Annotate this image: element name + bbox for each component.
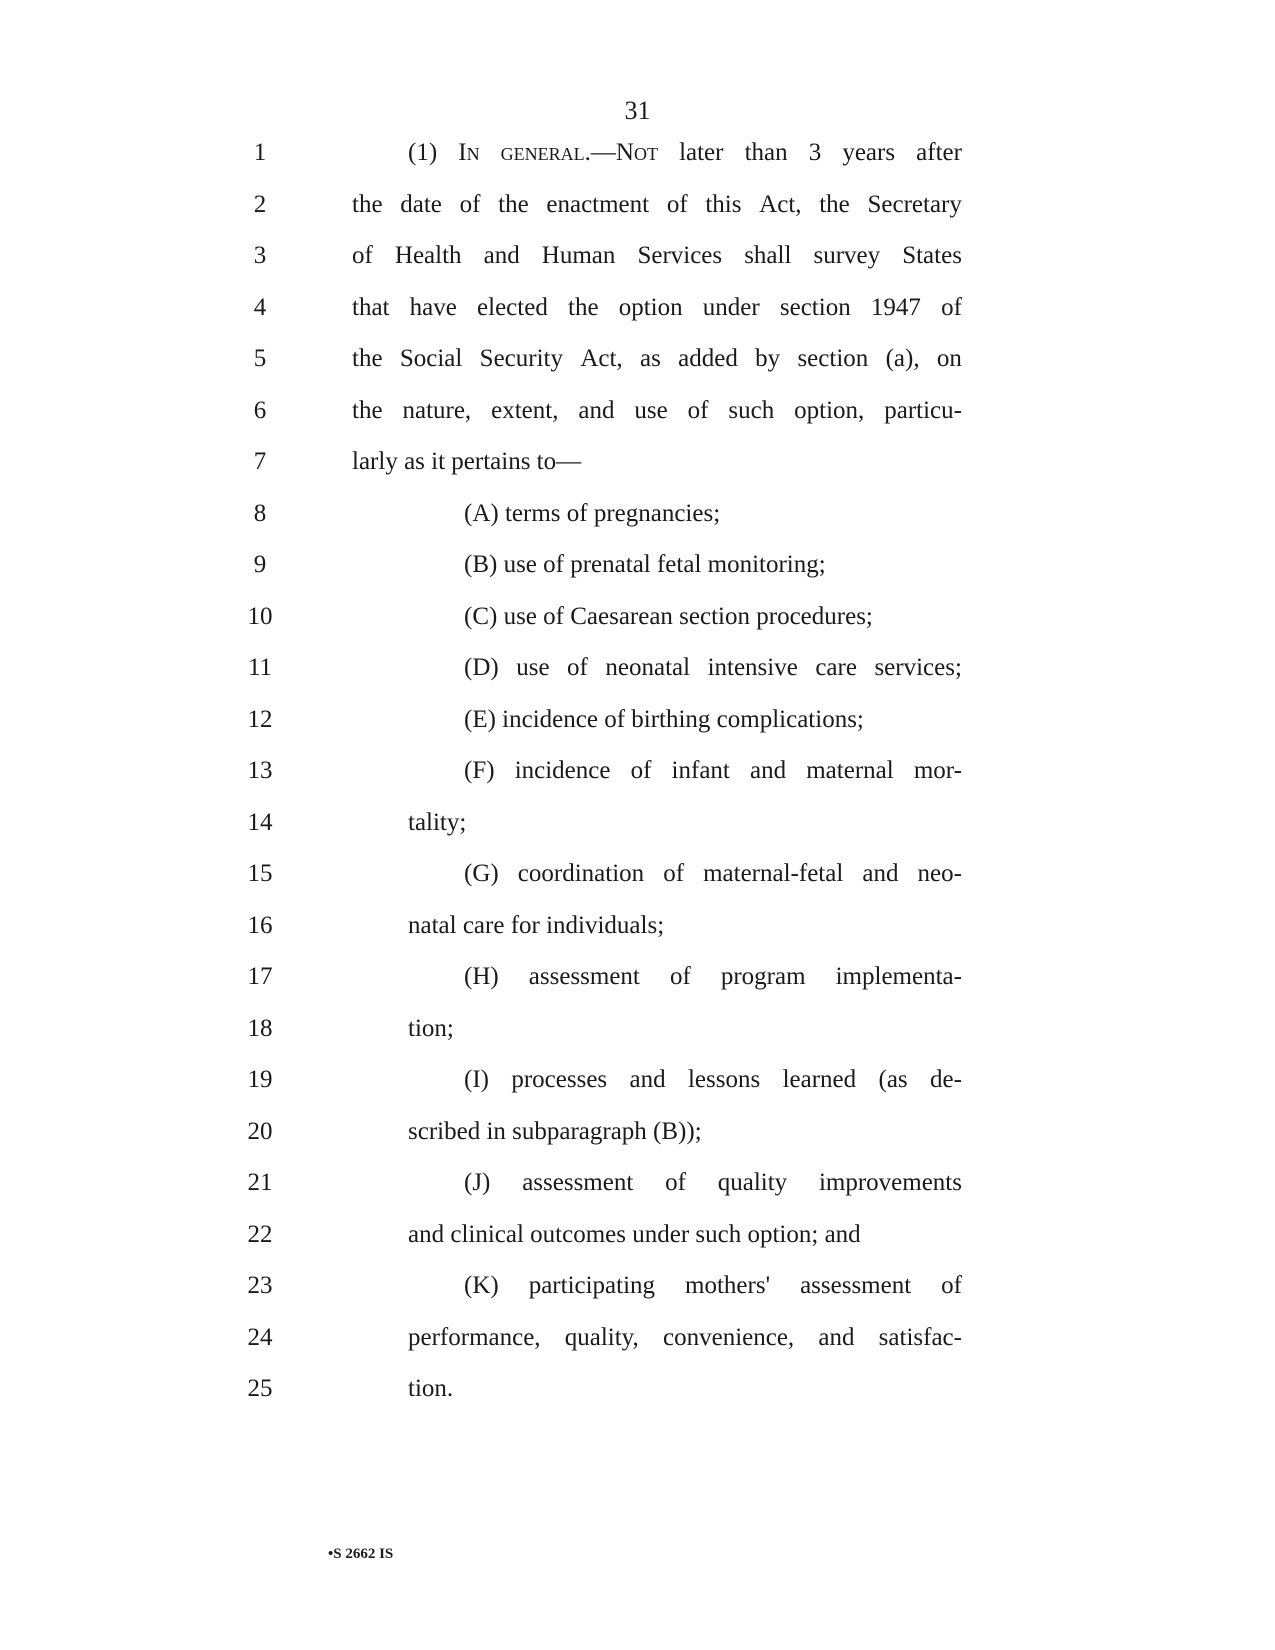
line-number: 10: [247, 602, 273, 630]
word: quality: [717, 1169, 788, 1196]
word: of: [941, 293, 962, 321]
word: of: [630, 757, 652, 784]
line-number: 13: [247, 757, 273, 784]
line-text: [464, 962, 962, 992]
line-number: 16: [247, 911, 273, 939]
word: under: [702, 293, 760, 321]
word: Human: [541, 242, 616, 269]
word: 1947: [870, 293, 921, 321]
text-line: [0, 1220, 1275, 1273]
line-text: [464, 1168, 962, 1198]
word: as: [639, 345, 661, 372]
word: general.—Not: [500, 139, 658, 166]
line-number: 5: [253, 345, 267, 372]
word: years: [842, 139, 896, 166]
word: neo-: [917, 860, 962, 887]
line-number: 21: [247, 1169, 273, 1196]
word: mor-: [913, 757, 962, 784]
word: (I): [464, 1066, 489, 1093]
word: section: [797, 345, 869, 372]
line-number: 20: [247, 1117, 273, 1145]
word: Services: [637, 242, 723, 269]
word: on: [936, 345, 962, 372]
word: (H): [464, 963, 499, 990]
word: extent,: [491, 396, 559, 424]
word: services;: [874, 654, 962, 681]
word: (G): [464, 860, 499, 887]
text-line: [0, 756, 1275, 809]
line-number: 7: [253, 448, 267, 475]
word: of: [567, 654, 588, 681]
text-line: [0, 138, 1275, 191]
word: performance,: [408, 1323, 541, 1351]
text-line: [0, 1271, 1275, 1324]
word: added: [678, 345, 738, 372]
word: option: [618, 293, 683, 321]
line-text: [464, 756, 962, 786]
word: option,: [794, 396, 865, 424]
text-line: [0, 705, 1275, 758]
line-text: [408, 1323, 962, 1353]
text-line: [0, 344, 1275, 397]
word: (J): [464, 1169, 491, 1196]
word: learned: [782, 1066, 857, 1093]
line-number: 11: [247, 654, 273, 681]
word: neonatal: [605, 654, 691, 681]
word: Health: [394, 242, 462, 269]
line-number: 1: [253, 139, 267, 166]
word: and: [578, 396, 615, 424]
word: of: [666, 190, 688, 218]
text-line: [0, 499, 1275, 552]
word: of: [459, 190, 481, 218]
text-line: [0, 1117, 1275, 1170]
text-line: [0, 808, 1275, 861]
word: of: [663, 860, 685, 887]
word: enactment: [546, 190, 650, 218]
word: 3: [808, 139, 822, 166]
line-number: 2: [253, 190, 267, 218]
line-text: (B) use of prenatal fetal monitoring;: [464, 551, 826, 578]
line-number: 4: [253, 293, 267, 321]
line-text: [352, 241, 962, 271]
word: survey: [813, 242, 881, 269]
line-text: [352, 396, 962, 426]
line-number: 6: [253, 396, 267, 424]
line-text: [464, 653, 962, 683]
word: mothers': [685, 1272, 771, 1299]
line-text: [352, 344, 962, 374]
line-number: 19: [247, 1066, 273, 1093]
word: than: [744, 139, 788, 166]
text-line: [0, 396, 1275, 449]
word: and: [862, 860, 899, 887]
word: of: [669, 963, 691, 990]
word: later: [679, 139, 724, 166]
word: that: [352, 293, 390, 321]
word: the: [352, 190, 383, 218]
word: Security: [479, 345, 563, 372]
line-text: tion.: [408, 1375, 454, 1402]
line-text: larly as it pertains to—: [352, 448, 582, 475]
line-text: (C) use of Caesarean section procedures;: [464, 602, 873, 630]
word: de-: [930, 1066, 962, 1093]
word: and: [750, 757, 787, 784]
line-text: tion;: [408, 1014, 454, 1042]
word: particu-: [884, 396, 962, 424]
word: program: [720, 963, 806, 990]
line-number: 24: [247, 1323, 273, 1351]
line-number: 9: [253, 551, 267, 578]
word: maternal-fetal: [703, 860, 844, 887]
word: infant: [671, 757, 730, 784]
word: Act,: [580, 345, 623, 372]
word: date: [400, 190, 442, 218]
word: of: [352, 242, 373, 269]
word: (1): [408, 139, 438, 166]
word: and: [483, 242, 520, 269]
text-line: [0, 1374, 1275, 1427]
text-line: [0, 550, 1275, 603]
word: satisfac-: [878, 1323, 962, 1351]
line-number: 14: [247, 808, 273, 836]
word: incidence: [514, 757, 611, 784]
word: convenience,: [663, 1323, 795, 1351]
word: elected: [477, 293, 548, 321]
word: of: [941, 1272, 962, 1299]
word: of: [665, 1169, 686, 1196]
word: use: [516, 654, 550, 681]
word: by: [755, 345, 781, 372]
line-text: tality;: [408, 808, 467, 836]
line-text: scribed in subparagraph (B));: [408, 1117, 702, 1145]
word: this: [705, 190, 742, 218]
word: the: [568, 293, 599, 321]
word: use: [634, 396, 668, 424]
text-line: [0, 293, 1275, 346]
word: shall: [744, 242, 792, 269]
word: the: [352, 396, 383, 424]
line-text: (A) terms of pregnancies;: [464, 499, 721, 527]
text-line: [0, 859, 1275, 912]
text-line: [0, 1323, 1275, 1376]
word: section: [779, 293, 851, 321]
text-line: [0, 962, 1275, 1015]
word: assessment: [522, 1169, 634, 1196]
word: assessment: [800, 1272, 912, 1299]
word: coordination: [517, 860, 645, 887]
word: care: [815, 654, 857, 681]
word: intensive: [707, 654, 798, 681]
word: nature,: [402, 396, 472, 424]
word: States: [902, 242, 962, 269]
word: (a),: [885, 345, 920, 372]
word: implementa-: [835, 963, 962, 990]
text-line: [0, 1168, 1275, 1221]
text-line: [0, 602, 1275, 655]
line-text: [352, 293, 962, 323]
line-text: [352, 190, 962, 220]
line-text: [464, 1271, 962, 1301]
word: and: [818, 1323, 855, 1351]
word: lessons: [687, 1066, 761, 1093]
line-number: 22: [247, 1220, 273, 1248]
word: (as: [878, 1066, 908, 1093]
word: (K): [464, 1272, 499, 1299]
page-number: 31: [624, 96, 651, 125]
word: the: [819, 190, 850, 218]
word: In: [458, 139, 480, 166]
word: such: [728, 396, 775, 424]
line-number: 23: [247, 1272, 273, 1299]
word: (D): [464, 654, 499, 681]
word: (F): [464, 757, 495, 784]
word: the: [498, 190, 529, 218]
word: after: [916, 139, 962, 166]
line-number: 25: [247, 1375, 273, 1402]
word: improvements: [818, 1169, 962, 1196]
word: Social: [399, 345, 463, 372]
line-number: 8: [253, 499, 267, 527]
word: processes: [511, 1066, 608, 1093]
word: assessment: [528, 963, 640, 990]
word: Act,: [759, 190, 802, 218]
word: Secretary: [867, 190, 962, 218]
text-line: [0, 1065, 1275, 1118]
line-number: 12: [247, 705, 273, 733]
line-text: [464, 1065, 962, 1095]
text-line: [0, 447, 1275, 500]
text-line: [0, 241, 1275, 294]
word: quality,: [564, 1323, 639, 1351]
word: the: [352, 345, 383, 372]
line-text: [464, 859, 962, 889]
line-text: (E) incidence of birthing complications;: [464, 705, 864, 733]
text-line: [0, 653, 1275, 706]
text-line: [0, 1014, 1275, 1067]
bill-identifier-footer: •S 2662 IS: [328, 1546, 394, 1562]
word: participating: [528, 1272, 656, 1299]
word: and: [629, 1066, 666, 1093]
line-number: 3: [253, 242, 267, 269]
word: have: [409, 293, 457, 321]
text-line: [0, 190, 1275, 243]
line-text: natal care for individuals;: [408, 911, 665, 939]
word: maternal: [806, 757, 894, 784]
line-number: 18: [247, 1014, 273, 1042]
line-number: 17: [247, 963, 273, 990]
text-line: [0, 911, 1275, 964]
word: of: [687, 396, 709, 424]
line-number: 15: [247, 860, 273, 887]
line-text: and clinical outcomes under such option; and: [408, 1220, 861, 1248]
line-text: [408, 138, 962, 168]
